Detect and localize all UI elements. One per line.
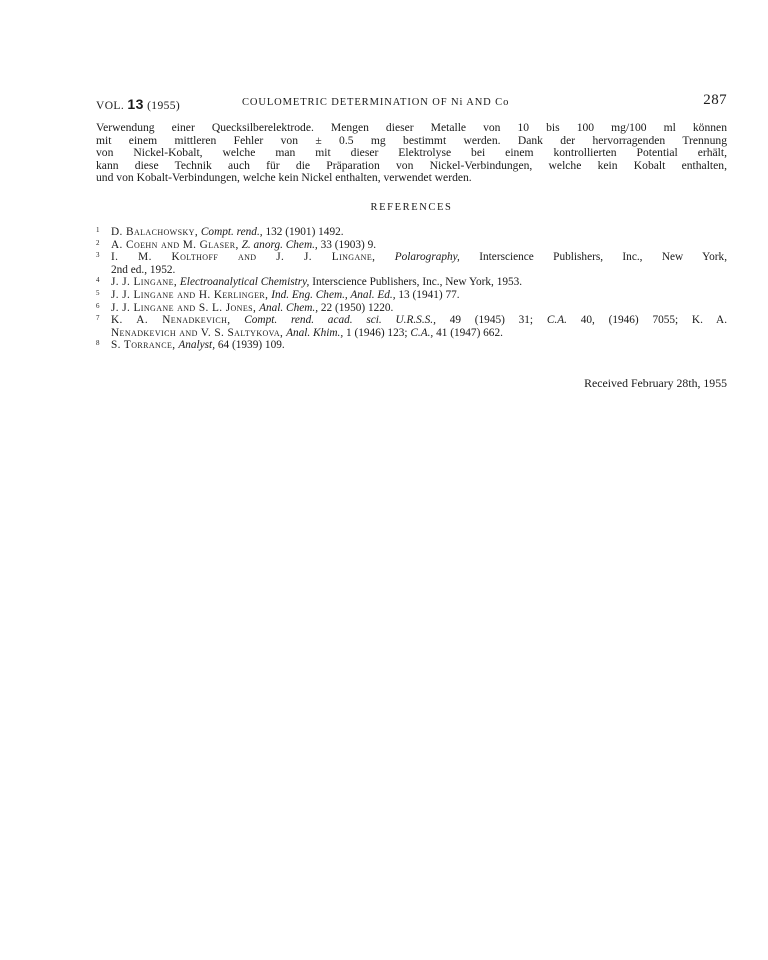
reference-authors: D. Balachowsky,	[111, 225, 199, 238]
reference-detail: 40, (1946) 7055; K. A.	[580, 314, 728, 327]
reference-detail: 22 (1950) 1220.	[320, 301, 394, 314]
volume-info	[96, 96, 180, 112]
reference-detail: 49 (1945) 31;	[449, 314, 534, 327]
reference-item	[96, 289, 727, 302]
reference-detail: 132 (1901) 1492.	[265, 225, 344, 238]
reference-item	[96, 226, 727, 239]
page-number: 287	[703, 92, 727, 108]
reference-item	[96, 339, 727, 352]
journal-page	[96, 92, 727, 391]
reference-journal: Analyst,	[178, 339, 216, 352]
reference-authors: K. A. Nenadkevich,	[111, 314, 231, 327]
reference-detail: 64 (1939) 109.	[217, 339, 285, 352]
reference-number: 7	[96, 314, 100, 323]
reference-journal: Anal. Chem.,	[259, 301, 319, 314]
volume-year: (1955)	[147, 100, 181, 112]
abstract-line: Verwendung einer Quecksilberelektrode. Mengen dieser Metalle von 10 bis 100 mg/100 ml können	[96, 121, 727, 134]
reference-number: 4	[96, 276, 100, 285]
reference-detail: Interscience Publishers, Inc., New York,	[479, 251, 728, 264]
reference-item	[96, 251, 727, 276]
reference-journal: Electroanalytical Chemistry,	[179, 276, 310, 289]
reference-journal: C.A.,	[410, 326, 434, 339]
reference-authors: I. M. Kolthoff and J. J. Lingane,	[111, 251, 376, 264]
reference-detail: 1 (1946) 123;	[346, 326, 408, 339]
reference-number: 2	[96, 238, 100, 247]
reference-authors: Nenadkevich and V. S. Saltykova,	[111, 326, 284, 339]
reference-journal: Compt. rend. acad. sci. U.R.S.S.,	[244, 314, 436, 327]
reference-number: 1	[96, 225, 100, 234]
reference-number: 3	[96, 251, 100, 260]
running-head	[96, 92, 727, 114]
abstract-line: von Nickel-Kobalt, welche man mit dieser Elektrolyse bei einem kontrollierten Potential erhält,	[96, 146, 727, 160]
volume-number: 13	[127, 96, 144, 112]
abstract-line: und von Kobalt-Verbindungen, welche kein Nickel enthalten, verwendet werden.	[96, 171, 472, 185]
reference-authors: J. J. Lingane,	[111, 276, 178, 289]
reference-authors: A. Coehn and M. Glaser,	[111, 238, 239, 251]
abstract-paragraph	[96, 122, 727, 185]
reference-number: 6	[96, 301, 100, 310]
reference-authors: J. J. Lingane and H. Kerlinger,	[111, 288, 269, 301]
references-heading: REFERENCES	[370, 201, 453, 213]
abstract-line: kann diese Technik auch für die Präparation von Nickel-Verbindungen, welche kein Kobalt enthalten,	[96, 158, 727, 172]
reference-authors: J. J. Lingane and S. L. Jones,	[111, 301, 257, 314]
reference-journal: C.A.	[546, 314, 567, 327]
abstract-line: mit einem mittleren Fehler von ± 0.5 mg bestimmt werden. Dank der hervorragenden Trennung	[96, 133, 727, 147]
reference-journal: Anal. Khim.,	[286, 326, 344, 339]
reference-journal: Z. anorg. Chem.,	[241, 238, 318, 251]
reference-journal: Ind. Eng. Chem., Anal. Ed.,	[271, 288, 396, 301]
reference-detail: 13 (1941) 77.	[398, 288, 460, 301]
running-title: COULOMETRIC DETERMINATION OF Ni AND Co	[242, 97, 510, 108]
reference-journal: Polarography,	[394, 251, 460, 264]
reference-detail: 33 (1903) 9.	[320, 238, 377, 251]
reference-number: 5	[96, 288, 100, 297]
references-list	[96, 226, 727, 352]
reference-journal: Compt. rend.,	[200, 225, 263, 238]
reference-authors: S. Torrance,	[111, 339, 176, 352]
reference-detail: 41 (1947) 662.	[436, 326, 503, 339]
reference-number: 8	[96, 339, 100, 348]
reference-detail: Interscience Publishers, Inc., New York, 1953.	[312, 276, 523, 289]
reference-item	[96, 314, 727, 339]
reference-item	[96, 239, 727, 252]
reference-item	[96, 302, 727, 315]
received-date: Received February 28th, 1955	[584, 375, 727, 390]
reference-item	[96, 276, 727, 289]
volume-label: VOL.	[96, 100, 125, 112]
reference-detail: 2nd ed., 1952.	[111, 263, 176, 276]
